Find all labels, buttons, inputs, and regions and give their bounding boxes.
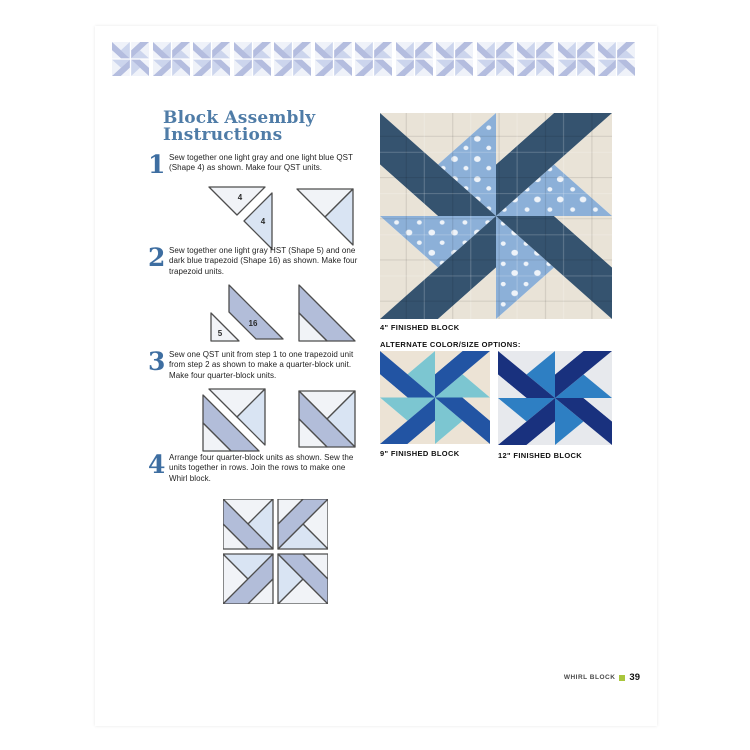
finished-block-photo-12in <box>498 351 612 445</box>
shape-label: 16 <box>248 319 258 328</box>
step-3-number: 3 <box>148 347 166 376</box>
footer-marker-square <box>619 675 625 681</box>
page-title-line1: Block Assembly <box>163 108 316 128</box>
alt9-caption: 9" FINISHED BLOCK <box>380 449 460 458</box>
border-pinwheel-motif <box>193 42 230 76</box>
decorative-pinwheel-border <box>112 42 639 76</box>
border-pinwheel-motif <box>274 42 311 76</box>
footer-chapter-label: WHIRL BLOCK <box>563 674 616 681</box>
border-pinwheel-motif <box>234 42 271 76</box>
border-pinwheel-motif <box>558 42 595 76</box>
page-title <box>163 110 383 144</box>
step-1-text: Sew together one light gray and one light blue QST (Shape 4) as shown. Make four QST units. <box>169 153 353 173</box>
main-photo-caption: 4" FINISHED BLOCK <box>380 323 460 332</box>
page-footer <box>564 672 640 683</box>
step-2 <box>148 243 361 277</box>
step-3 <box>148 347 361 381</box>
border-pinwheel-motif <box>598 42 635 76</box>
step-1 <box>148 150 361 179</box>
footer-page-number: 39 <box>629 672 640 683</box>
border-pinwheel-motif <box>396 42 433 76</box>
finished-block-photo-9in <box>380 351 490 444</box>
step-1-number: 1 <box>148 150 166 179</box>
border-pinwheel-motif <box>477 42 514 76</box>
page-title-line2: Instructions <box>163 125 283 145</box>
border-pinwheel-motif <box>517 42 554 76</box>
border-pinwheel-motif <box>355 42 392 76</box>
step-2-diagram <box>203 283 357 345</box>
step-2-text: Sew together one light gray HST (Shape 5) and one dark blue trapezoid (Shape 16) as shown. Make four trapezoid units. <box>169 246 358 276</box>
shape-label: 5 <box>217 329 223 338</box>
step-2-number: 2 <box>148 243 166 272</box>
alternate-options-heading: ALTERNATE COLOR/SIZE OPTIONS: <box>380 340 521 349</box>
alt12-caption: 12" FINISHED BLOCK <box>498 451 583 460</box>
border-pinwheel-motif <box>112 42 149 76</box>
border-pinwheel-motif <box>436 42 473 76</box>
step-4-text: Arrange four quarter-block units as shown. Sew the units together in rows. Join the rows to make one Whirl block. <box>169 453 354 483</box>
border-pinwheel-motif <box>153 42 190 76</box>
finished-block-photo-4in <box>380 113 612 319</box>
step-3-text: Sew one QST unit from step 1 to one trapezoid unit from step 2 as shown to make a quarter-block unit. Make four quarter-block units. <box>169 350 354 380</box>
step-1-diagram <box>203 183 355 253</box>
border-pinwheel-motif <box>315 42 352 76</box>
shape-label: 4 <box>237 193 243 202</box>
step-4-block-assembly-diagram <box>223 499 328 604</box>
shape-label: 4 <box>260 217 266 226</box>
step-4 <box>148 450 361 484</box>
step-3-diagram <box>201 387 357 453</box>
step-4-number: 4 <box>148 450 166 479</box>
trapezoid-dark-blue-piece <box>229 285 283 339</box>
